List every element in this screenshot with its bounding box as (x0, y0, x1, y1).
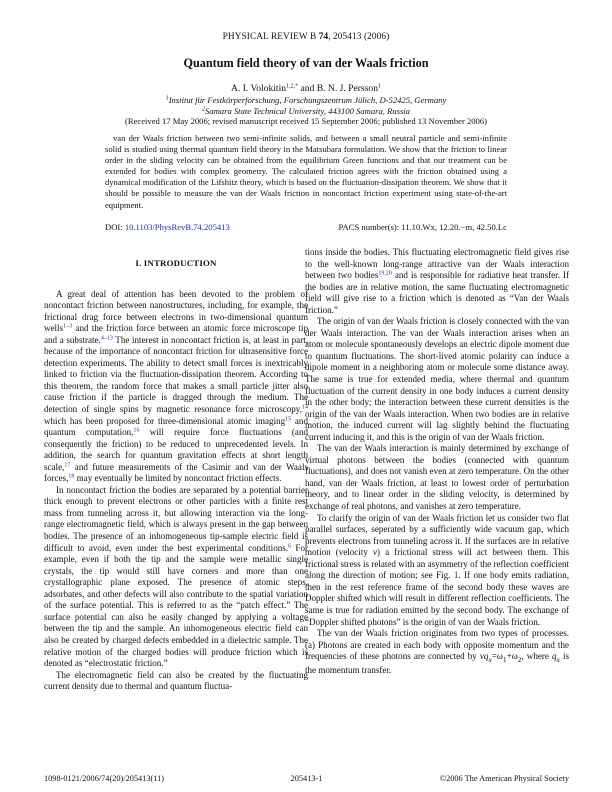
text-run: is the momentum transfer. (305, 651, 570, 676)
math-symbol: +ω (506, 651, 518, 662)
text-run: will require force fluctuations (and consequently the friction) to be reduced to unprecedented levels. In addition, the search for quantum gravitation effects at short length scale, (44, 427, 308, 472)
author-2-affiliations: 1 (378, 83, 382, 90)
text-run: may eventually be limited by noncontact friction effects. (74, 473, 282, 484)
doi-pacs-row (105, 222, 507, 232)
paragraph: The van der Waals interaction is mainly determined by exchange of virtual photons between the bodies (connected with quantum fluctuations), and does not vanish even at zero temperature. On the other hand, van der Waals friction, at least to lowest order of perturbation theory, and to linear order in the sliding velocity, is determined by exchange of real photons, and vanishes at zero temperature. (305, 443, 569, 512)
paragraph: The electromagnetic field can also be created by the fluctuating current density due to thermal and quantum fluctua- (44, 669, 308, 692)
copyright: ©2006 The American Physical Society (439, 774, 569, 783)
affiliation-number: 1 (165, 95, 169, 102)
text-run: In noncontact friction the bodies are separated by a potential barrier thick enough to prevent electrons or other particles with a finite rest mass from tunneling across it, but allowing interaction via the long-range electromagnetic field, which is always present in the gap between bodies. The presence of an inhomogeneous tip-sample electric field is difficult to avoid, even under the best experimental conditions. (44, 484, 308, 553)
figure-link[interactable]: 1 (453, 570, 459, 581)
author-1: A. I. Volokitin (230, 83, 287, 94)
paragraph (44, 485, 308, 670)
journal-issue: , 205413 (2006) (328, 32, 390, 42)
author-2: B. N. J. Persson (316, 83, 379, 94)
received-dates: (Received 17 May 2006; revised manuscript received 15 September 2006; published 13 November 2006) (124, 116, 488, 126)
affiliation-2 (0, 106, 612, 116)
math-subscript: 2 (517, 654, 522, 664)
citation-link[interactable]: 6 (288, 543, 292, 550)
citation-link[interactable]: 4–13 (100, 335, 113, 342)
citation-link[interactable]: 18 (68, 473, 75, 480)
author-list (0, 83, 612, 94)
citation-link[interactable]: 16 (133, 427, 140, 434)
math-subscript: 1 (502, 654, 507, 664)
paragraph (305, 628, 569, 677)
text-run: and quantum computation, (44, 415, 308, 438)
journal-header (0, 32, 612, 42)
paper-title: Quantum field theory of van der Waals friction (183, 56, 429, 70)
paragraph (44, 289, 308, 485)
affiliation-1 (0, 95, 612, 105)
journal-name: PHYSICAL REVIEW B (222, 32, 319, 42)
footer-issn: 1098-0121/2006/74(20)/205413(11) (44, 774, 164, 783)
citation-link[interactable]: 19,20 (378, 270, 392, 277)
paragraph: The origin of van der Waals friction is closely connected with the van der Waals interaction. The van der Waals interaction arises when an atom or molecule spontaneously develops an electric dipole moment due to quantum fluctuations. The short-lived atomic polarity can induce a dipole moment in a neighboring atom or molecule some distance away. The same is true for extended media, where thermal and quantum fluctuation of the current density in one body induces a current density in the other body; the interaction between these current densities is the origin of the van der Waals interaction. When two bodies are in relative motion, the induced current will lag slightly behind the fluctuating current inducing it, and this is the origin of van der Waals friction. (305, 316, 569, 442)
citation-link[interactable]: 17 (64, 462, 71, 469)
text-run: ) a frictional stress will act between them. This frictional stress is related with an asymmetry of the reflection coefficient along the direction of motion; see Fig. (305, 547, 569, 581)
math-subscript: x (488, 654, 492, 664)
author-connector: and (298, 83, 317, 94)
text-run: To clarify the origin of van der Waals friction let us consider two flat parallel surfaces, seperated by a sufficiently wide vacuum gap, which prevents electrons from tunneling across it. If the surfaces are in relative motion (velocity (305, 512, 569, 558)
text-run: and future measurements of the Casimir and van der Waals forces, (44, 461, 308, 484)
velocity-symbol: v (372, 547, 377, 558)
text-run: The van der Waals friction originates from two types of processes. (a) Photons are created in each body with opposite momentum and the frequencies of these photons are connected by (305, 628, 569, 662)
text-run: A great deal of attention has been devoted to the problem of noncontact friction between nanostructures, including, for example, the frictional drag force between electrons in two-dimensional quantum wells (44, 288, 308, 334)
text-run: The interest in noncontact friction is, at least in part, because of the importance of noncontact friction for ultrasensitive force detection experiments. The ability to detect small forces is inextricably linked to friction via the fluctuation-dissipation theorem. According to this theorem, the random force that makes a small particle jitter also cause friction if the particle is dragged through the medium. The detection of single spins by magnetic resonance force microscopy, (44, 334, 308, 415)
text-run: . If one body emits radiation, then in the rest reference frame of the second body these waves are Doppler shifted which will result in different reflection coefficients. The same is true for radiation emitted by the second body. The exchange of “Doppler shifted photons” is the origin of van der Waals friction. (305, 570, 569, 627)
affiliation-text: Samara State Technical University, 443100 Samara, Russia (205, 106, 410, 116)
section-heading: I. INTRODUCTION (135, 258, 217, 268)
citation-link[interactable]: 14 (302, 404, 308, 411)
doi-label: DOI: (105, 222, 125, 232)
paragraph (305, 513, 569, 628)
page-number: 205413-1 (290, 774, 323, 783)
text-run: and is responsible for radiative heat transfer. If the bodies are in relative motion, the same fluctuating electromagnetic field will give rise to a friction which is denoted as “Van der Waals friction.” (305, 270, 569, 315)
affiliation-number: 2 (202, 106, 205, 113)
doi-link[interactable]: 10.1103/PhysRevB.74.205413 (124, 222, 230, 232)
pacs-numbers: PACS number(s): 11.10.Wx, 12.20.−m, 42.50.Lc (338, 222, 507, 232)
math-symbol: vq (479, 651, 489, 662)
journal-volume: 74 (318, 32, 329, 42)
author-1-affiliations (286, 84, 298, 90)
corresponding-author-link[interactable]: * (295, 83, 299, 90)
math-subscript: x (556, 654, 560, 664)
affil-refs: 1,2, (286, 83, 296, 90)
paragraph (305, 247, 569, 316)
abstract: van der Waals friction between two semi-infinite solids, and between a small neutral particle and semi-infinite solid is studied using thermal quantum field theory in the Matsubara formulation. We show that the friction to linear order in the sliding velocity can be obtained from the equilibrium Green functions and that our treatment can be extended for bodies with complex geometry. The calculated friction agrees with the friction obtained using a dynamical modification of the Lifshitz theory, which is based on the fluctuation-dissipation theorem. We show that it should be possible to measure the van der Waals friction in noncontact friction experiment using state-of-the-art equipment. (105, 133, 507, 210)
text-run: which has been proposed for three-dimensional atomic imaging (44, 415, 286, 426)
right-column (305, 247, 569, 677)
page-footer (44, 774, 569, 783)
text-run: , where (521, 651, 552, 662)
left-column (44, 258, 308, 693)
citation-link[interactable]: 15 (285, 416, 292, 423)
text-run: and the friction force between an atomic force microscope tip and a substrate. (44, 323, 308, 345)
math-symbol: =ω (491, 651, 503, 662)
citation-link[interactable]: 1–3 (63, 323, 73, 330)
text-run: For example, even if both the tip and the sample were metallic single crystals, the tip would still have corners and more than one crystallographic plane exposed. The presence of atomic steps, adsorbates, and other defects will also contribute to the spatial variation of the surface potential. This is referred to as the “patch effect.” The surface potential can also be easily changed by applying a voltage between the tip and the sample. An inhomogeneous electric field can also be created by charged defects embedded in a dielectric sample. The relative motion of the charged bodies will produce friction which is denoted as “electrostatic friction.” (44, 542, 308, 669)
affiliation-text: Institut für Festkörperforschung, Forschungszentrum Jülich, D-52425, Germany (168, 95, 447, 105)
math-symbol: q (552, 651, 557, 662)
text-run: tions inside the bodies. This fluctuating electromagnetic field gives rise to the well-known long-range attractive van der Waals interaction between two bodies (305, 247, 569, 281)
